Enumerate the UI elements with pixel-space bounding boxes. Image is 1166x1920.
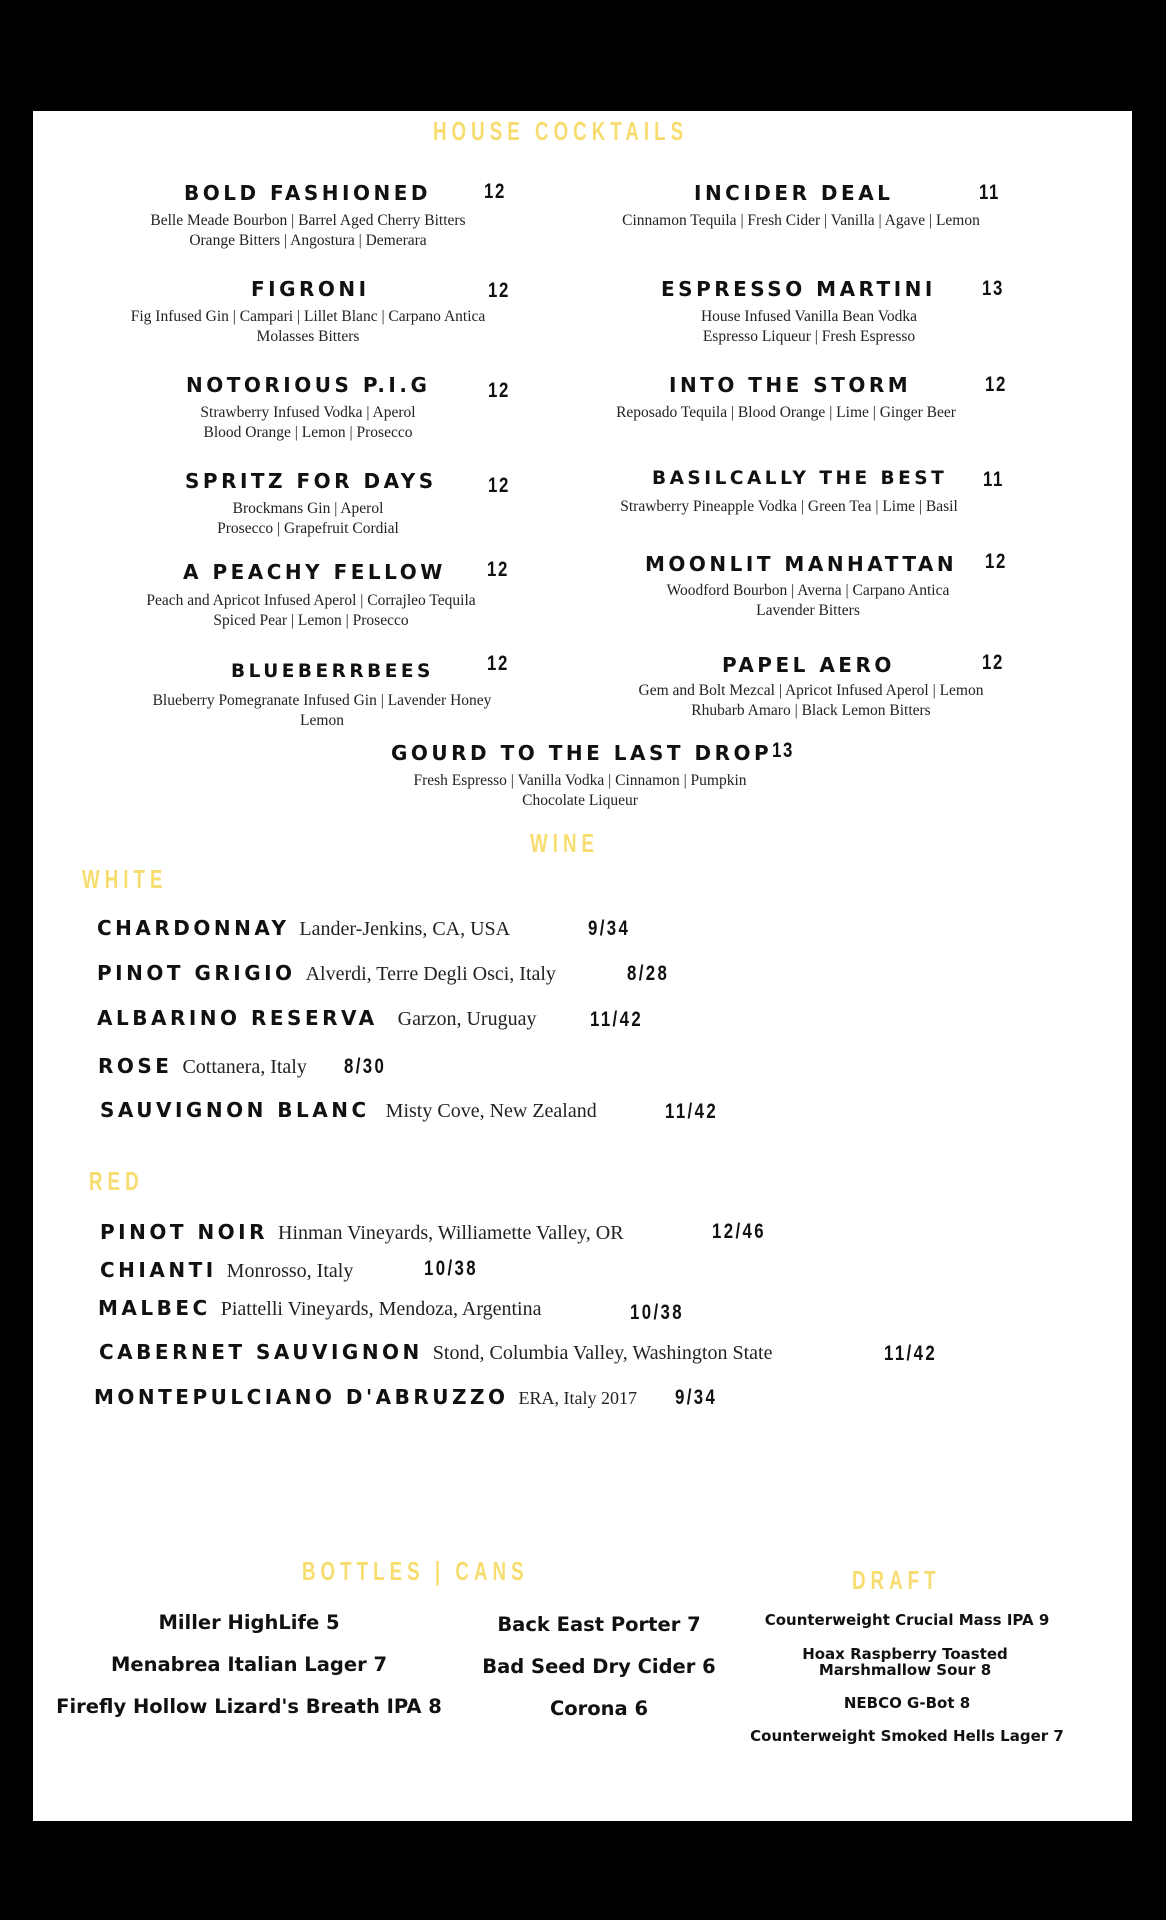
wine-price: 10/38 — [630, 1301, 685, 1324]
wine-name: PINOT NOIR — [100, 1220, 269, 1244]
cocktail-description: Strawberry Infused Vodka | Aperol Blood Orange | Lemon | Prosecco — [200, 404, 416, 441]
cocktail-description: Strawberry Pineapple Vodka | Green Tea | Lime | Basil — [620, 498, 958, 515]
wine-name: PINOT GRIGIO — [97, 961, 296, 985]
draft-heading: DRAFT — [852, 1565, 941, 1595]
wine-row — [100, 1220, 624, 1245]
cocktail-description: Reposado Tequila | Blood Orange | Lime | Ginger Beer — [616, 404, 956, 421]
cocktail-name: BLUEBERRBEES — [231, 661, 434, 682]
wine-price: 8/30 — [344, 1055, 387, 1078]
cocktail-description: Cinnamon Tequila | Fresh Cider | Vanilla | Agave | Lemon — [622, 212, 980, 229]
wine-name: ROSE — [98, 1054, 173, 1078]
wine-price: 11/42 — [590, 1008, 644, 1031]
wine-row — [97, 1006, 536, 1031]
cocktail-description: Blueberry Pomegranate Infused Gin | Lavender Honey Lemon — [152, 692, 492, 729]
wine-row — [97, 916, 510, 941]
cocktail-description: Fig Infused Gin | Campari | Lillet Blanc | Carpano Antica Molasses Bitters — [130, 308, 486, 345]
cocktail-name: SPRITZ FOR DAYS — [185, 469, 437, 493]
cocktail-name: INTO THE STORM — [669, 373, 912, 397]
wine-row — [94, 1385, 637, 1409]
wine-row — [98, 1296, 542, 1321]
cocktail-description: Belle Meade Bourbon | Barrel Aged Cherry Bitters Orange Bitters | Angostura | Demerara — [150, 212, 466, 249]
white-heading: WHITE — [82, 864, 168, 894]
cocktail-description: Brockmans Gin | Aperol Prosecco | Grapefruit Cordial — [217, 500, 399, 537]
cocktail-price: 12 — [982, 651, 1004, 674]
wine-name: CABERNET SAUVIGNON — [99, 1340, 423, 1364]
wine-name: SAUVIGNON BLANC — [100, 1098, 370, 1122]
house-cocktails-heading: HOUSE COCKTAILS — [433, 116, 689, 146]
wine-row — [98, 1054, 307, 1079]
cocktail-price: 12 — [985, 373, 1007, 396]
wine-price: 11/42 — [884, 1342, 938, 1365]
wine-name: MALBEC — [98, 1296, 211, 1320]
wine-producer: ERA, Italy 2017 — [518, 1388, 637, 1408]
wine-name: ALBARINO RESERVA — [97, 1006, 378, 1030]
wine-price: 12/46 — [712, 1220, 767, 1243]
wine-producer: Misty Cove, New Zealand — [385, 1100, 597, 1122]
cocktail-price: 12 — [488, 379, 510, 402]
draft-item: Hoax Raspberry Toasted Marshmallow Sour 8 — [802, 1645, 1008, 1679]
wine-name: CHIANTI — [100, 1258, 217, 1282]
wine-row — [100, 1098, 597, 1123]
can-item: Bad Seed Dry Cider 6 — [482, 1655, 716, 1678]
wine-name: MONTEPULCIANO D'ABRUZZO — [94, 1385, 509, 1409]
cocktail-name: PAPEL AERO — [722, 653, 895, 677]
cocktail-price: 13 — [982, 277, 1004, 300]
wine-price: 10/38 — [424, 1257, 479, 1280]
cocktail-name: FIGRONI — [251, 277, 370, 301]
cocktail-name: GOURD TO THE LAST DROP — [391, 741, 773, 765]
wine-name: CHARDONNAY — [97, 916, 290, 940]
cocktail-name: NOTORIOUS P.I.G — [186, 373, 431, 397]
bottle-item: Firefly Hollow Lizard's Breath IPA 8 — [56, 1695, 442, 1718]
cocktail-description: House Infused Vanilla Bean Vodka Espresso Liqueur | Fresh Espresso — [700, 308, 918, 345]
cocktail-name: MOONLIT MANHATTAN — [645, 552, 958, 576]
cocktail-name: A PEACHY FELLOW — [183, 560, 446, 584]
cocktail-price: 13 — [772, 739, 794, 762]
cocktail-name: BASILCALLY THE BEST — [652, 468, 948, 489]
cocktail-description: Gem and Bolt Mezcal | Apricot Infused Aperol | Lemon Rhubarb Amaro | Black Lemon Bitters — [638, 682, 984, 719]
cocktail-price: 12 — [487, 652, 509, 675]
wine-producer: Stond, Columbia Valley, Washington State — [432, 1342, 773, 1364]
wine-price: 8/28 — [627, 962, 670, 985]
can-item: Corona 6 — [549, 1697, 649, 1720]
cocktail-description: Peach and Apricot Infused Aperol | Corrajleo Tequila Spiced Pear | Lemon | Prosecco — [146, 592, 476, 629]
cocktail-name: INCIDER DEAL — [694, 181, 894, 205]
wine-row — [100, 1258, 353, 1283]
draft-item: Counterweight Crucial Mass IPA 9 — [764, 1611, 1050, 1629]
wine-row — [97, 961, 556, 986]
cocktail-price: 12 — [985, 550, 1007, 573]
cocktail-description: Fresh Espresso | Vanilla Vodka | Cinnamon | Pumpkin Chocolate Liqueur — [413, 772, 747, 809]
bottles-cans-heading: BOTTLES | CANS — [302, 1556, 529, 1586]
cocktail-price: 11 — [979, 181, 1000, 204]
cocktail-price: 12 — [487, 558, 509, 581]
cocktail-name: BOLD FASHIONED — [184, 181, 431, 205]
wine-producer: Alverdi, Terre Degli Osci, Italy — [305, 963, 556, 985]
cocktail-price: 12 — [484, 180, 506, 203]
cocktail-price: 12 — [488, 279, 510, 302]
wine-producer: Lander-Jenkins, CA, USA — [299, 918, 511, 940]
red-heading: RED — [89, 1166, 144, 1196]
wine-row — [99, 1340, 772, 1365]
wine-price: 9/34 — [675, 1386, 718, 1409]
bottle-item: Miller HighLife 5 — [158, 1611, 340, 1634]
wine-producer: Garzon, Uruguay — [397, 1008, 537, 1030]
wine-price: 9/34 — [588, 917, 631, 940]
bottle-item: Menabrea Italian Lager 7 — [110, 1653, 388, 1676]
wine-producer: Cottanera, Italy — [182, 1056, 307, 1078]
cocktail-description: Woodford Bourbon | Averna | Carpano Antica Lavender Bitters — [666, 582, 950, 619]
wine-price: 11/42 — [665, 1100, 719, 1123]
wine-heading: WINE — [530, 828, 600, 858]
wine-producer: Monrosso, Italy — [226, 1260, 354, 1282]
cocktail-price: 11 — [983, 468, 1004, 491]
draft-item: NEBCO G-Bot 8 — [843, 1694, 971, 1712]
cocktail-name: ESPRESSO MARTINI — [661, 277, 936, 301]
wine-producer: Hinman Vineyards, Williamette Valley, OR — [278, 1222, 624, 1244]
can-item: Back East Porter 7 — [497, 1613, 701, 1636]
wine-producer: Piattelli Vineyards, Mendoza, Argentina — [220, 1298, 542, 1320]
cocktail-price: 12 — [488, 474, 510, 497]
draft-item: Counterweight Smoked Hells Lager 7 — [750, 1727, 1064, 1745]
